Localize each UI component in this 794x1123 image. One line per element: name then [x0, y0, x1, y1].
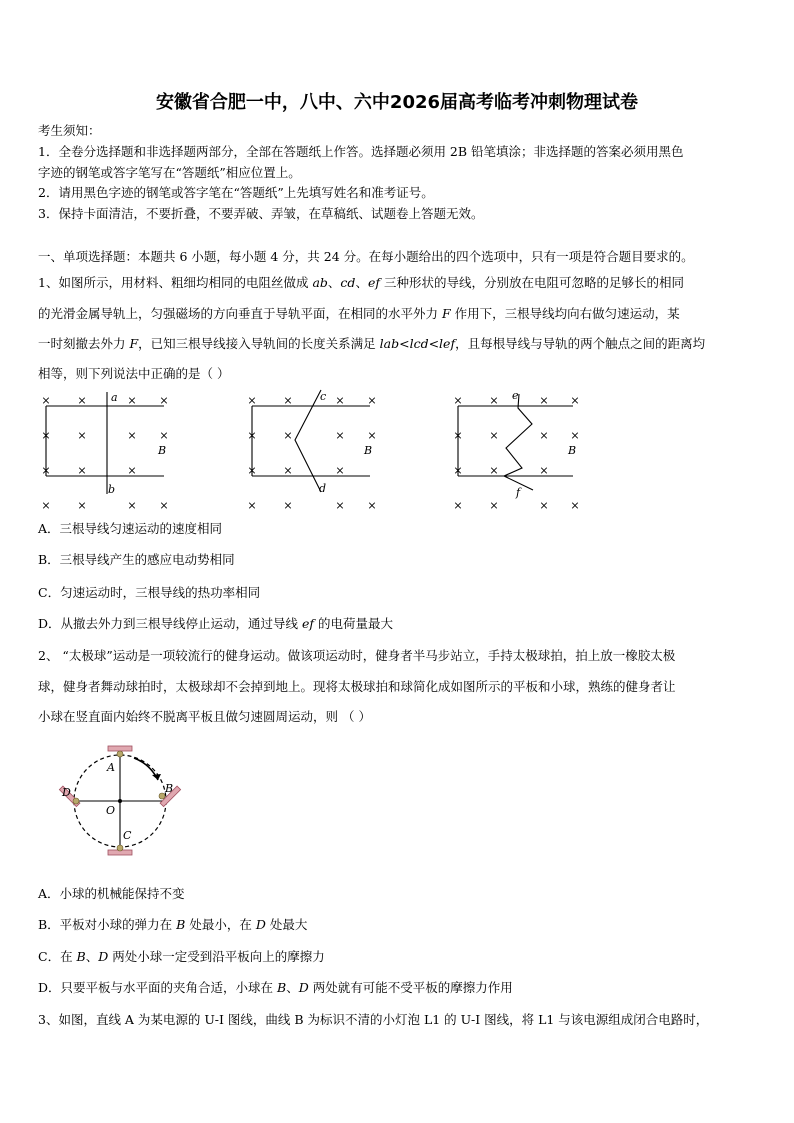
- svg-text:×: ×: [367, 394, 377, 407]
- q2-option-d: D．只要平板与水平面的夹角合适，小球在 B、D 两处就有可能不受平板的摩擦力作用: [38, 980, 513, 995]
- label-d: d: [319, 482, 327, 495]
- length-relation: lab<lcd<lef: [379, 336, 456, 351]
- svg-text:×: ×: [159, 394, 169, 407]
- q1-figure-panel-ef: [458, 394, 573, 490]
- q1-figure-crosses: [41, 394, 579, 512]
- q2-stem-line-2: 球，健身者舞动球拍时，太极球却不会掉到地上。现将太极球拍和球简化成如图所示的平板和小球，熟练的健身者让: [38, 679, 676, 694]
- label-B-1: B: [158, 444, 167, 457]
- page-title: 安徽省合肥一中，八中、六中2026届高考临考冲刺物理试卷: [155, 92, 639, 113]
- svg-text:×: ×: [539, 394, 549, 407]
- point-B: B: [165, 782, 174, 795]
- svg-text:×: ×: [41, 464, 51, 477]
- svg-text:×: ×: [247, 464, 257, 477]
- svg-text:×: ×: [127, 429, 137, 442]
- svg-text:×: ×: [489, 464, 499, 477]
- q2-option-a: A．小球的机械能保持不变: [38, 886, 185, 901]
- svg-text:×: ×: [570, 499, 580, 512]
- q1-option-d: D．从撤去外力到三根导线停止运动，通过导线 ef 的电荷量最大: [38, 616, 394, 631]
- svg-text:×: ×: [127, 464, 137, 477]
- svg-text:×: ×: [159, 429, 169, 442]
- q2-figure: [54, 742, 194, 862]
- svg-text:×: ×: [335, 394, 345, 407]
- q2-stem-line-1: 2、 “太极球”运动是一项较流行的健身运动。做该项运动时，健身者半马步站立，手持太极球拍，拍上放一橡胶太极: [38, 648, 676, 663]
- svg-text:×: ×: [489, 429, 499, 442]
- notice-item-3: 3．保持卡面清洁，不要折叠，不要弄破、弄皱，在草稿纸、试题卷上答题无效。: [38, 206, 484, 221]
- q3-stem-line-1: 3、如图，直线 A 为某电源的 U-I 图线，曲线 B 为标识不清的小灯泡 L1 的 U-I 图线，将 L1 与该电源组成闭合电路时，: [38, 1012, 709, 1027]
- svg-text:×: ×: [335, 464, 345, 477]
- svg-text:×: ×: [539, 499, 549, 512]
- q1-figure-panel-cd: [252, 390, 373, 492]
- svg-text:×: ×: [77, 394, 87, 407]
- q1-stem-line-4: 相等，则下列说法中正确的是（ ）: [38, 366, 230, 381]
- point-C: C: [123, 829, 132, 842]
- label-e: e: [512, 389, 519, 402]
- section-heading: 一、单项选择题：本题共 6 小题，每小题 4 分，共 24 分。在每小题给出的四个选项中，只有一项是符合题目要求的。: [38, 249, 694, 264]
- svg-text:×: ×: [247, 429, 257, 442]
- svg-text:×: ×: [489, 394, 499, 407]
- svg-text:×: ×: [283, 499, 293, 512]
- q1-stem-line-1: 1、如图所示，用材料、粗细均相同的电阻丝做成 ab、cd、ef 三种形状的导线，分别放在电阻可忽略的足够长的相同: [38, 275, 684, 290]
- svg-text:×: ×: [453, 429, 463, 442]
- q1-option-b: B．三根导线产生的感应电动势相同: [38, 552, 235, 567]
- svg-text:×: ×: [570, 394, 580, 407]
- svg-text:×: ×: [367, 499, 377, 512]
- label-B-2: B: [364, 444, 373, 457]
- svg-text:×: ×: [453, 499, 463, 512]
- svg-text:×: ×: [489, 499, 499, 512]
- label-a: a: [111, 391, 118, 404]
- q2-option-c: C．在 B、D 两处小球一定受到沿平板向上的摩擦力: [38, 949, 325, 964]
- notice-heading: 考生须知：: [38, 123, 101, 138]
- svg-text:×: ×: [247, 499, 257, 512]
- q1-stem-line-3: 一时刻撤去外力 F，已知三根导线接入导轨间的长度关系满足 lab<lcd<lef，且每根导线与导轨的两个触点之间的距离均: [38, 336, 706, 351]
- q2-option-b: B．平板对小球的弹力在 B 处最小，在 D 处最大: [38, 917, 308, 932]
- svg-text:×: ×: [41, 429, 51, 442]
- q1-stem-line-2: 的光滑金属导轨上，匀强磁场的方向垂直于导轨平面，在相同的水平外力 F 作用下，三根导线均向右做匀速运动，某: [38, 306, 680, 321]
- svg-text:×: ×: [77, 429, 87, 442]
- notice-item-1-line-1: 1．全卷分选择题和非选择题两部分，全部在答题纸上作答。选择题必须用 2B 铅笔填涂；非选择题的答案必须用黑色: [38, 144, 684, 159]
- svg-text:×: ×: [539, 464, 549, 477]
- svg-text:×: ×: [335, 499, 345, 512]
- svg-text:×: ×: [283, 429, 293, 442]
- label-c: c: [320, 390, 327, 403]
- point-D: D: [62, 786, 71, 799]
- notice-item-2: 2．请用黑色字迹的钢笔或答字笔在“答题纸”上先填写姓名和准考证号。: [38, 185, 434, 200]
- svg-text:×: ×: [41, 499, 51, 512]
- svg-text:×: ×: [247, 394, 257, 407]
- label-B-3: B: [568, 444, 577, 457]
- svg-text:×: ×: [77, 464, 87, 477]
- svg-text:×: ×: [283, 394, 293, 407]
- q1-figure: [36, 388, 596, 512]
- q1-figure-panel-ab: [46, 392, 167, 494]
- q1-option-c: C．匀速运动时，三根导线的热功率相同: [38, 585, 261, 600]
- notice-item-1-line-2: 字迹的钢笔或答字笔写在“答题纸”相应位置上。: [38, 165, 301, 180]
- svg-text:×: ×: [539, 429, 549, 442]
- svg-text:×: ×: [41, 394, 51, 407]
- svg-text:×: ×: [367, 429, 377, 442]
- point-A: A: [107, 761, 115, 774]
- svg-text:×: ×: [453, 394, 463, 407]
- svg-text:×: ×: [159, 499, 169, 512]
- svg-text:×: ×: [127, 394, 137, 407]
- label-b: b: [108, 483, 116, 496]
- svg-text:×: ×: [283, 464, 293, 477]
- svg-text:×: ×: [570, 429, 580, 442]
- label-f: f: [516, 486, 521, 499]
- svg-text:×: ×: [335, 429, 345, 442]
- svg-text:×: ×: [453, 464, 463, 477]
- point-O: O: [106, 804, 116, 817]
- svg-text:×: ×: [77, 499, 87, 512]
- svg-text:×: ×: [127, 499, 137, 512]
- q1-option-a: A．三根导线匀速运动的速度相同: [38, 521, 223, 536]
- q2-stem-line-3: 小球在竖直面内始终不脱离平板且做匀速圆周运动，则 （ ）: [38, 709, 371, 724]
